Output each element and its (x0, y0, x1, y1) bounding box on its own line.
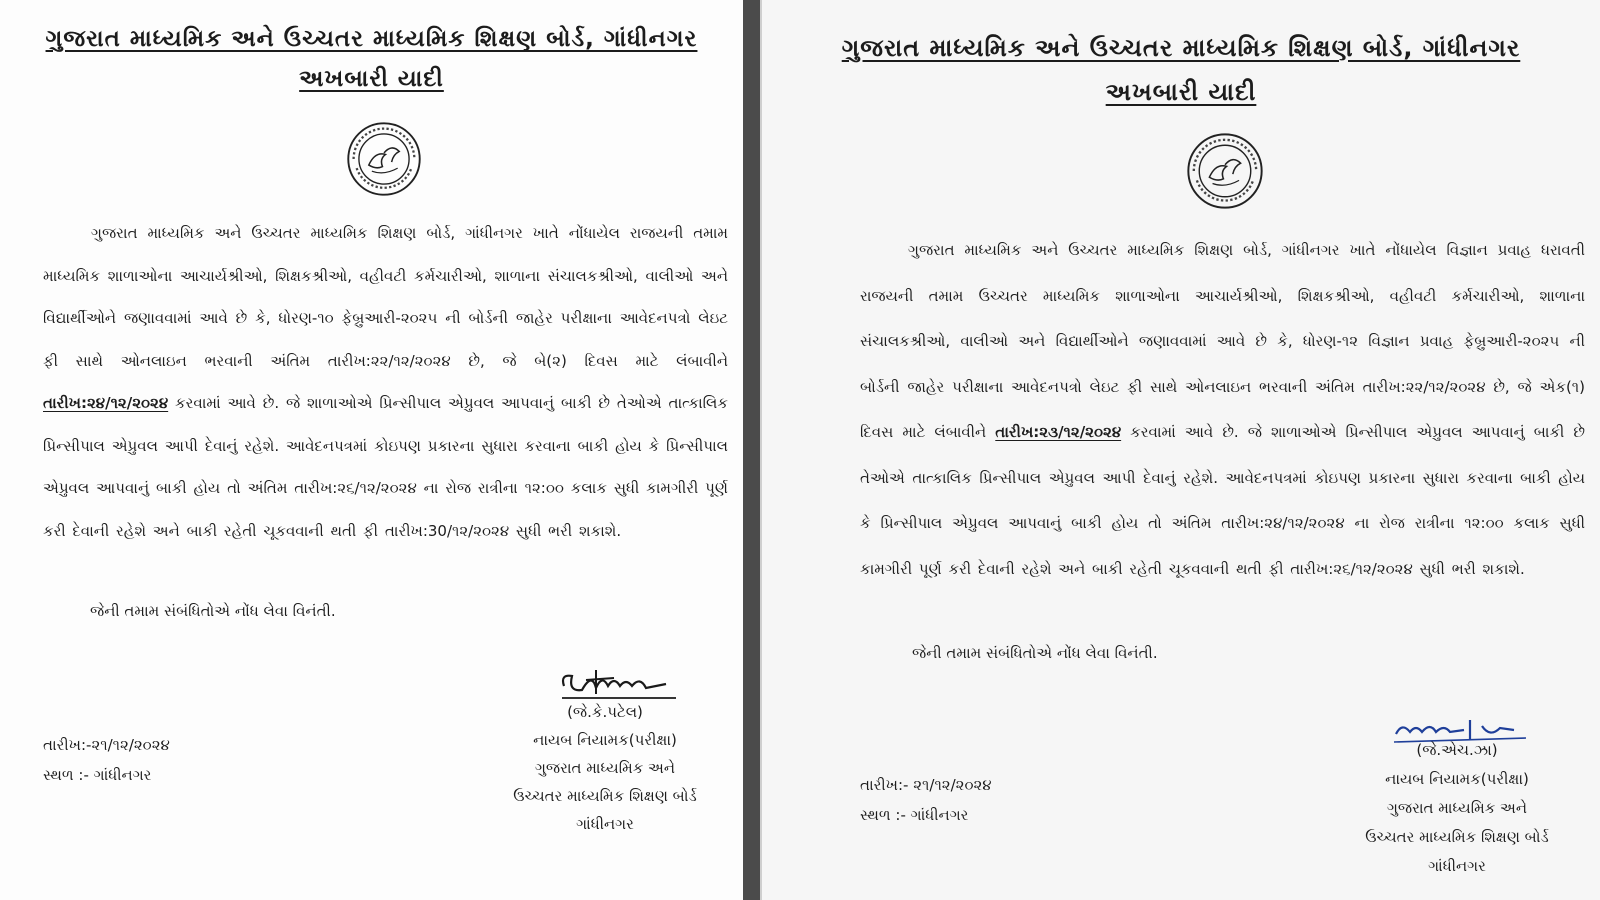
notice-body-part1: ગુજરાત માધ્યમિક અને ઉચ્ચતર માધ્યમિક શિક્ષણ બોર્ડ, ગાંધીનગર ખાતે નોંધાયેલ રાજયની તમામ માધ્યમિક શાળાઓના આચાર્યશ્રીઓ, શિક્ષકશ્રીઓ, વહીવટી કર્મચારીઓ, શાળાના સંચાલકશ્રીઓ, વાલીઓ અને વિદ્યાર્થીઓને જણાવવામાં આવે છે કે, ધોરણ-૧૦ ફેબ્રુઆરી-૨૦૨૫ ની બોર્ડની જાહેર પરીક્ષાના આવેદનપત્રો લેઇટ ફી સાથે ઓનલાઇન ભરવાની અંતિમ તારીખ:૨૨/૧૨/૨૦૨૪ છે, જે બે(૨) દિવસ માટે લંબાવીને (43, 224, 728, 370)
notice-place: સ્થળ :- ગાંધીનગર (43, 766, 152, 784)
date-place-block (860, 770, 992, 830)
board-name-heading: ગુજરાત માધ્યમિક અને ઉચ્ચતર માધ્યમિક શિક્ષણ બોર્ડ, ગાંધીનગર (841, 34, 1521, 62)
signatory-block (480, 698, 730, 838)
date-place-block (43, 730, 170, 790)
request-line: જેની તમામ સંબંધિતોએ નોંધ લેવા વિનંતી. (912, 644, 1158, 662)
signatory-designation: નાયબ નિયામક(પરીક્ષા) (1385, 770, 1529, 788)
signatory-org-line1: ગુજરાત માધ્યમિક અને (1386, 799, 1528, 817)
board-name-heading: ગુજરાત માધ્યમિક અને ઉચ્ચતર માધ્યમિક શિક્ષણ બોર્ડ, ગાંધીનગર (45, 26, 698, 52)
notice-body-part1: ગુજરાત માધ્યમિક અને ઉચ્ચતર માધ્યમિક શિક્ષણ બોર્ડ, ગાંધીનગર ખાતે નોંધાયેલ વિજ્ઞાન પ્રવાહ ધરાવતી રાજયની તમામ ઉચ્ચતર માધ્યમિક શાળાઓના આચાર્યશ્રીઓ, શિક્ષકશ્રીઓ, વહીવટી કર્મચારીઓ, શાળાના સંચાલકશ્રીઓ, વાલીઓ અને વિદ્યાર્થીઓને જણાવવામાં આવે છે કે, ધોરણ-૧૨ વિજ્ઞાન પ્રવાહ ફેબ્રુઆરી-૨૦૨૫ ની બોર્ડની જાહેર પરીક્ષાના આવેદનપત્રો લેઇટ ફી સાથે ઓનલાઇન ભરવાની અંતિમ તારીખ:૨૨/૧૨/૨૦૨૪ છે, જે એક(૧) દિવસ માટે લંબાવીને (860, 241, 1585, 441)
signatory-block (1322, 736, 1592, 881)
notice-body (860, 228, 1585, 592)
signatory-org-line3: ગાંધીનગર (576, 815, 634, 833)
notice-body (43, 212, 728, 552)
signatory-org-line3: ગાંધીનગર (1428, 857, 1486, 875)
signatory-org-line2: ઉચ્ચતર માધ્યમિક શિક્ષણ બોર્ડ (513, 787, 697, 805)
press-note-right (760, 0, 1600, 900)
notice-date: તારીખ:- ૨૧/૧૨/૨૦૨૪ (860, 776, 992, 794)
notice-date: તારીખ:-૨૧/૧૨/૨૦૨૪ (43, 736, 170, 754)
press-note-title: અખબારી યાદી (1105, 78, 1257, 106)
press-note-title: અખબારી યાદી (299, 66, 444, 92)
signatory-name: (જે.કે.પટેલ) (567, 703, 643, 721)
notice-body-part2: કરવામાં આવે છે. જે શાળાઓએ પ્રિન્સીપાલ એપ્રુવલ આપવાનું બાકી છે તેઓએ તાત્કાલિક પ્રિન્સીપાલ એપ્રુવલ આપી દેવાનું રહેશે. આવેદનપત્રમાં કોઇપણ પ્રકારના સુધારા કરવાના બાકી હોય કે પ્રિન્સીપાલ એપ્રુવલ આપવાનું બાકી હોય તો અંતિમ તારીખ:૨૪/૧૨/૨૦૨૪ ના રોજ રાત્રીના ૧૨:૦૦ કલાક સુધી કામગીરી પૂર્ણ કરી દેવાની રહેશે અને બાકી રહેતી ચૂકવવાની થતી ફી તારીખ:૨૬/૧૨/૨૦૨૪ સુધી ભરી શકાશે. (860, 423, 1585, 578)
signatory-org-line1: ગુજરાત માધ્યમિક અને (534, 759, 676, 777)
notice-body-part2: કરવામાં આવે છે. જે શાળાઓએ પ્રિન્સીપાલ એપ્રુવલ આપવાનું બાકી છે તેઓએ તાત્કાલિક પ્રિન્સીપાલ એપ્રુવલ આપી દેવાનું રહેશે. આવેદનપત્રમાં કોઇપણ પ્રકારના સુધારા કરવાના બાકી હોય કે પ્રિન્સીપાલ એપ્રુવલ આપવાનું બાકી હોય તો અંતિમ તારીખ:૨૬/૧૨/૨૦૨૪ ના રોજ રાત્રીના ૧૨:૦૦ કલાક સુધી કામગીરી પૂર્ણ કરી દેવાની રહેશે અને બાકી રહેતી ચૂકવવાની થતી ફી તારીખ:30/૧૨/૨૦૨૪ સુધી ભરી શકાશે. (43, 394, 728, 540)
page-divider (743, 0, 760, 900)
extended-deadline: તારીખ:૨૩/૧૨/૨૦૨૪ (995, 423, 1122, 441)
board-seal-icon (1186, 132, 1264, 210)
board-seal-icon (346, 121, 422, 197)
extended-deadline: તારીખ:૨૪/૧૨/૨૦૨૪ (43, 394, 169, 412)
signatory-designation: નાયબ નિયામક(પરીક્ષા) (533, 731, 677, 749)
request-line: જેની તમામ સંબંધિતોએ નોંધ લેવા વિનંતી. (90, 602, 336, 620)
signatory-org-line2: ઉચ્ચતર માધ્યમિક શિક્ષણ બોર્ડ (1365, 828, 1549, 846)
signatory-name: (જે.એચ.ઝા) (1416, 741, 1498, 759)
notice-place: સ્થળ :- ગાંધીનગર (860, 806, 969, 824)
press-note-left (0, 0, 743, 900)
